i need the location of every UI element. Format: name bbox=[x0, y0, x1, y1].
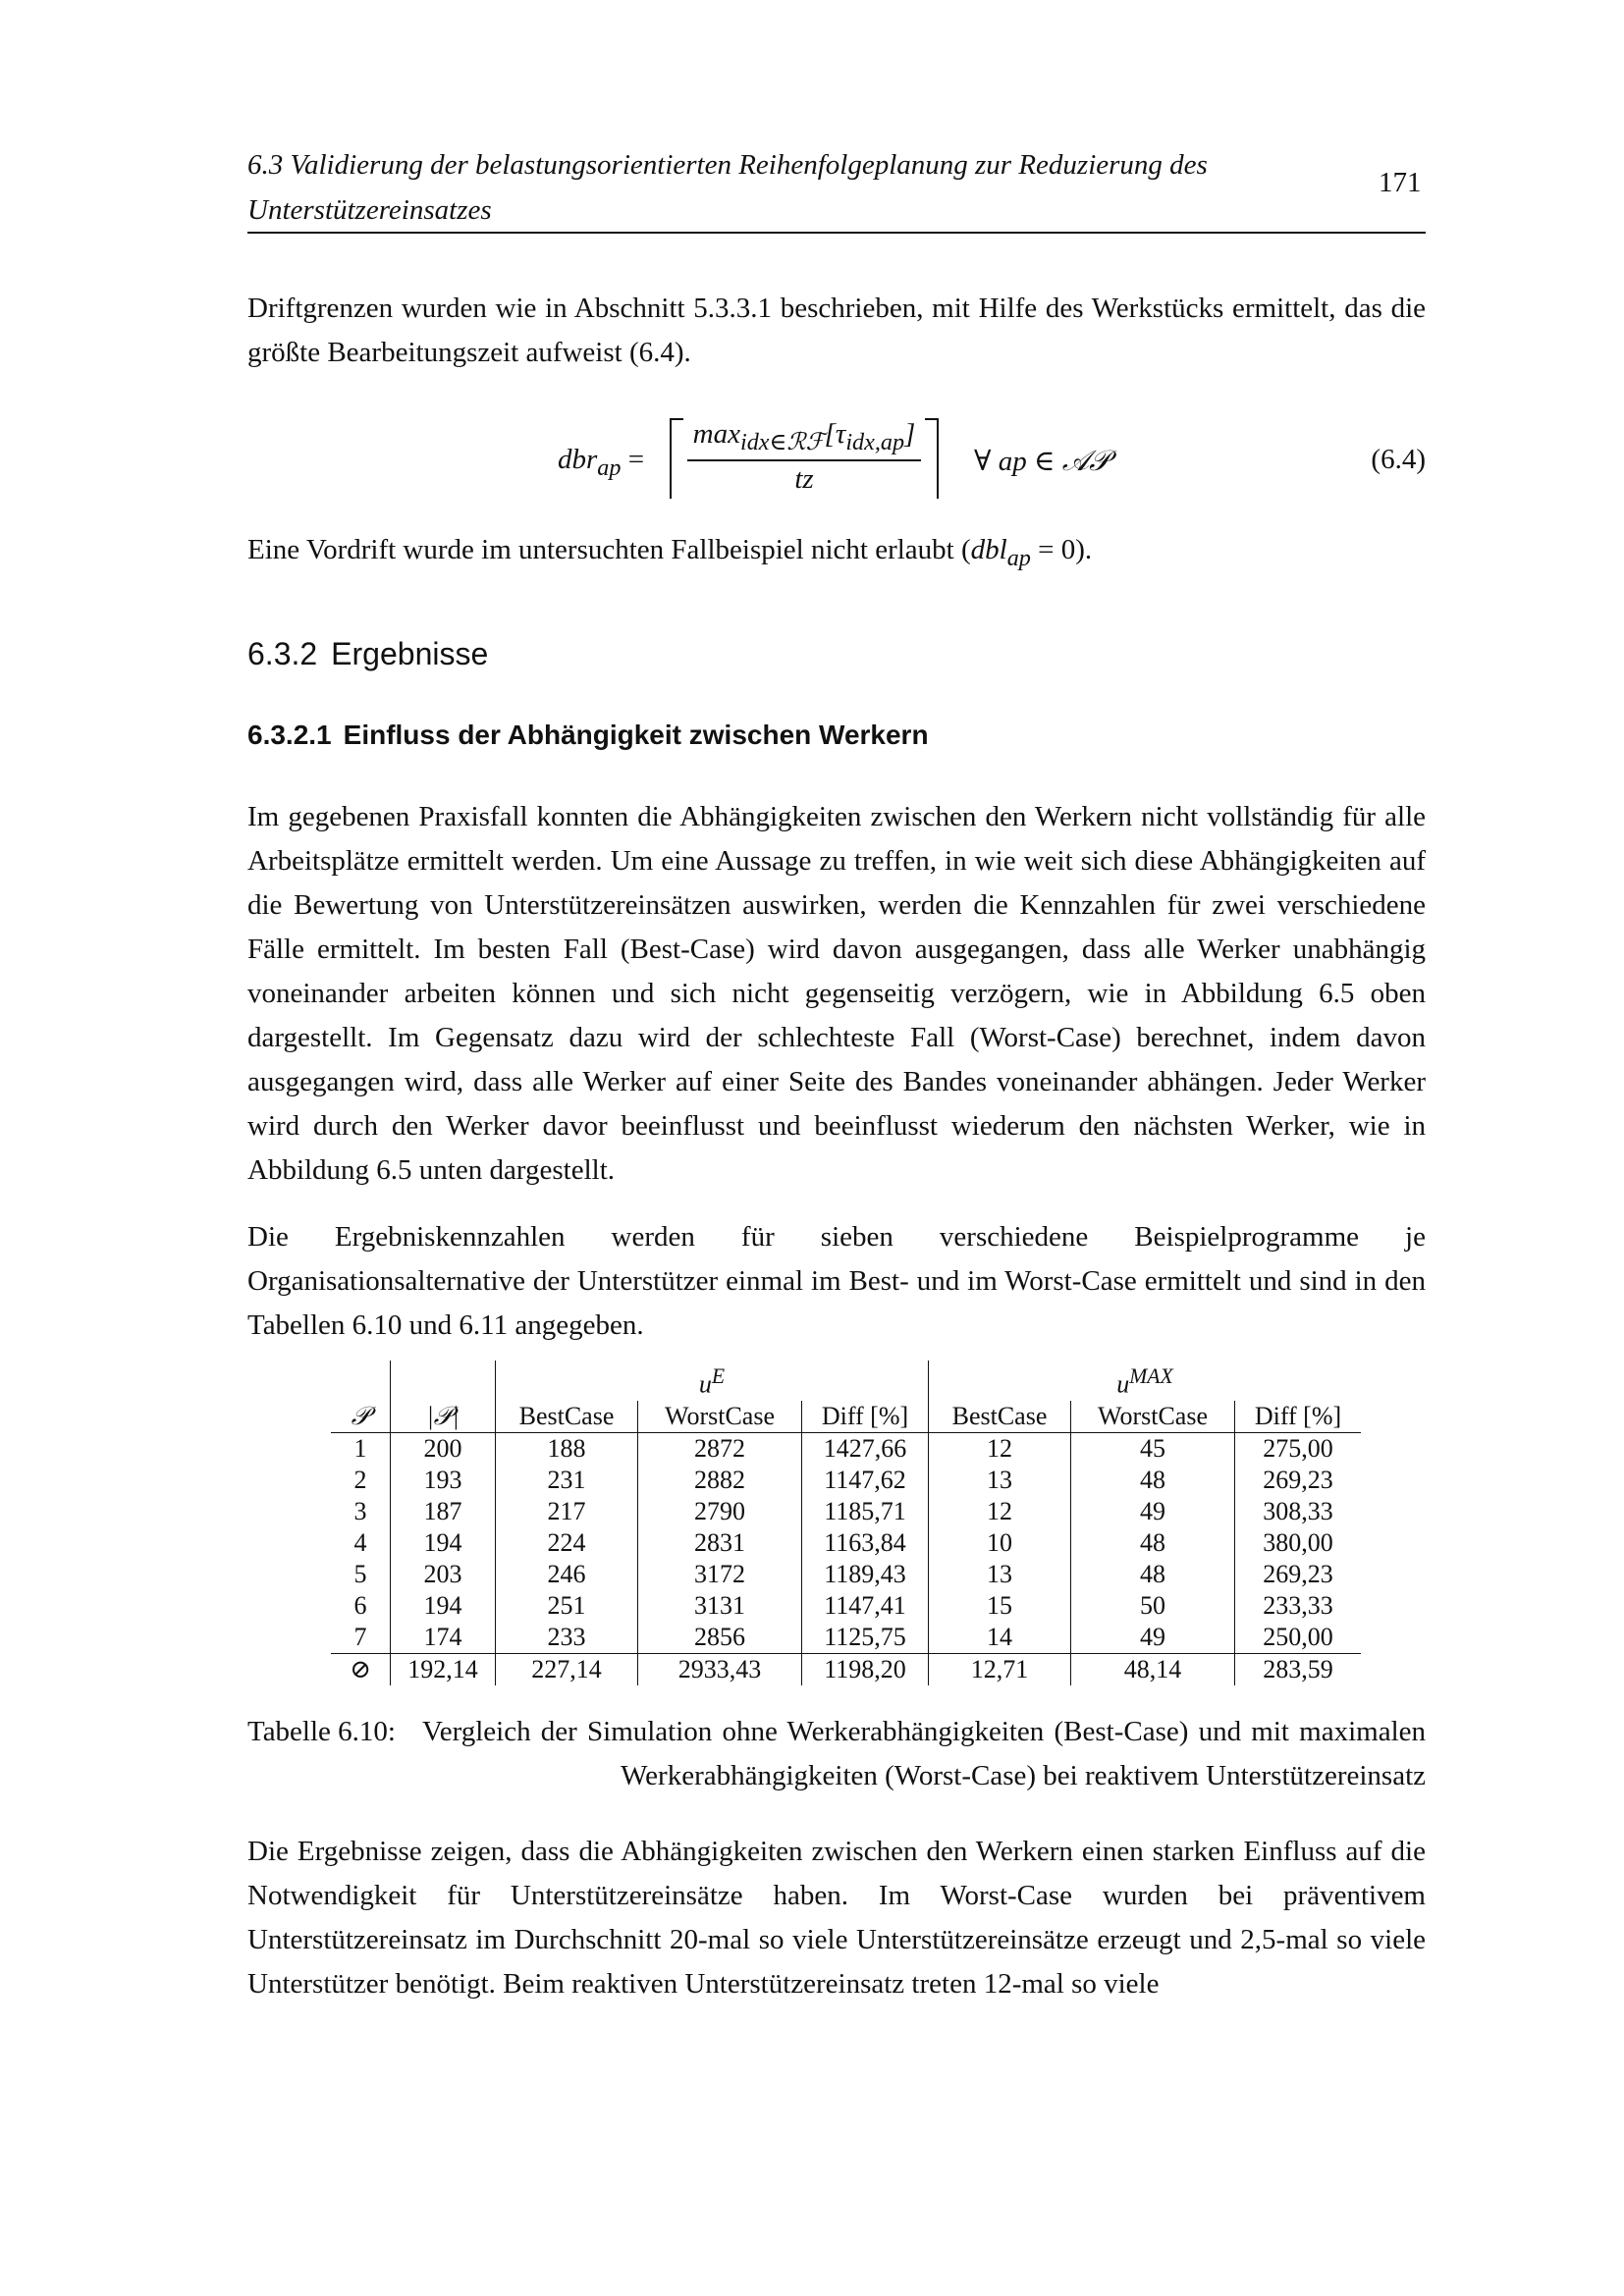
equation-6-4 bbox=[247, 414, 1426, 512]
table-row: 5 203 246 3172 1189,43 13 48 269,23 bbox=[331, 1559, 1361, 1590]
col-header: WorstCase bbox=[638, 1401, 802, 1433]
table-row: 7 174 233 2856 1125,75 14 49 250,00 bbox=[331, 1622, 1361, 1654]
table-row: 6 194 251 3131 1147,41 15 50 233,33 bbox=[331, 1590, 1361, 1622]
fraction-bar bbox=[687, 459, 921, 461]
equation-denominator: tz bbox=[794, 463, 814, 495]
group-uE: $u^E$ bbox=[496, 1361, 929, 1401]
table-row: 3 187 217 2790 1185,71 12 49 308,33 bbox=[331, 1496, 1361, 1527]
table-average-row: ⊘ 192,14 227,14 2933,43 1198,20 12,71 48,14 283,59 bbox=[331, 1653, 1361, 1685]
col-header: Diff [%] bbox=[1235, 1401, 1362, 1433]
caption-label: Tabelle 6.10: bbox=[247, 1716, 396, 1747]
col-header: BestCase bbox=[929, 1401, 1071, 1433]
equation-numerator: $\max_{idx\in ℛℱ}[\tau_{idx,ap}]$ bbox=[692, 418, 916, 455]
section-heading: 6.3.2 Ergebnisse bbox=[247, 636, 489, 671]
table-column-header bbox=[331, 1401, 1361, 1433]
header-title-line1: 6.3 Validierung der belastungsorientierten Reihenfolgeplanung zur Reduzierung des bbox=[247, 149, 1208, 181]
col-header: Diff [%] bbox=[802, 1401, 929, 1433]
caption-text: Vergleich der Simulation ohne Werkerabhängigkeiten (Best-Case) und mit maximalen Werkerabhängigkeiten (Worst-Case) bei reaktivem Unterstützereinsatz bbox=[422, 1716, 1426, 1791]
ceil-right-bracket bbox=[925, 418, 939, 499]
col-header: WorstCase bbox=[1071, 1401, 1235, 1433]
vordrift-paragraph: Eine Vordrift wurde im untersuchten Fallbeispiel nicht erlaubt (dbl$_{ap}$ = 0). bbox=[247, 534, 1093, 571]
table-row: 1 200 188 2872 1427,66 12 45 275,00 bbox=[331, 1432, 1361, 1465]
ceil-left-bracket bbox=[670, 418, 683, 499]
header-title-line2: Unterstützereinsatzes bbox=[247, 194, 492, 226]
body-paragraph-1: Im gegebenen Praxisfall konnten die Abhängigkeiten zwischen den Werkern nicht vollständig für alle Arbeitsplätze ermittelt werden. Um eine Aussage zu treffen, in wie weit sich diese Abhängigkeiten auf die Bewertung von Unterstützereinsätzen auswirken, werden die Kennzahlen für zwei verschiedene Fälle ermittelt. Im besten Fall (Best-Case) wird davon ausgegangen, dass alle Werker unabhängig voneinander arbeiten können und sich nicht gegenseitig verzögern, wie in Abbildung 6.5 oben dargestellt. Im Gegensatz dazu wird der schlechteste Fall (Worst-Case) berechnet, indem davon ausgegangen wird, dass alle Werker auf einer Seite des Bandes voneinander abhängen. Jeder Werker wird durch den Werker davor beeinflusst und beeinflusst wiederum den nächsten Werker, wie in Abbildung 6.5 unten dargestellt. bbox=[247, 801, 1426, 1186]
table-group-header bbox=[331, 1361, 1361, 1401]
subsection-heading: 6.3.2.1 Einfluss der Abhängigkeit zwischen Werkern bbox=[247, 720, 929, 750]
col-header: |𝒫| bbox=[391, 1401, 496, 1433]
col-header: 𝒫 bbox=[331, 1401, 391, 1433]
header-rule bbox=[247, 232, 1426, 234]
equation-lhs: dbr$_{ap}$ = bbox=[558, 444, 645, 481]
body-paragraph-3: Die Ergebnisse zeigen, dass die Abhängigkeiten zwischen den Werkern einen starken Einfluss auf die Notwendigkeit für Unterstützereinsätze haben. Im Worst-Case wurden bei präventivem Unterstützereinsatz im Durchschnitt 20-mal so viele Unterstützereinsätze erzeugt und 2,5-mal so viele Unterstützer benötigt. Beim reaktiven Unterstützereinsatz treten 12-mal so viele bbox=[247, 1836, 1426, 2000]
page-number: 171 bbox=[1379, 167, 1422, 198]
results-table bbox=[331, 1361, 1361, 1685]
equation-number: (6.4) bbox=[1371, 444, 1426, 475]
equation-forall: ∀ ap ∈ 𝒜𝒫 bbox=[974, 446, 1110, 477]
body-paragraph-2: Die Ergebniskennzahlen werden für sieben verschiedene Beispielprogramme je Organisationsalternative der Unterstützer einmal im Best- und im Worst-Case ermittelt und sind in den Tabellen 6.10 und 6.11 angegeben. bbox=[247, 1221, 1426, 1341]
col-header: BestCase bbox=[496, 1401, 638, 1433]
group-uMAX: $u^{MAX}$ bbox=[929, 1361, 1362, 1401]
intro-paragraph: Driftgrenzen wurden wie in Abschnitt 5.3.3.1 beschrieben, mit Hilfe des Werkstücks ermittelt, das die größte Bearbeitungszeit aufweist (6.4). bbox=[247, 293, 1426, 368]
running-header bbox=[247, 142, 1426, 233]
table-row: 4 194 224 2831 1163,84 10 48 380,00 bbox=[331, 1527, 1361, 1559]
table-row: 2 193 231 2882 1147,62 13 48 269,23 bbox=[331, 1465, 1361, 1496]
